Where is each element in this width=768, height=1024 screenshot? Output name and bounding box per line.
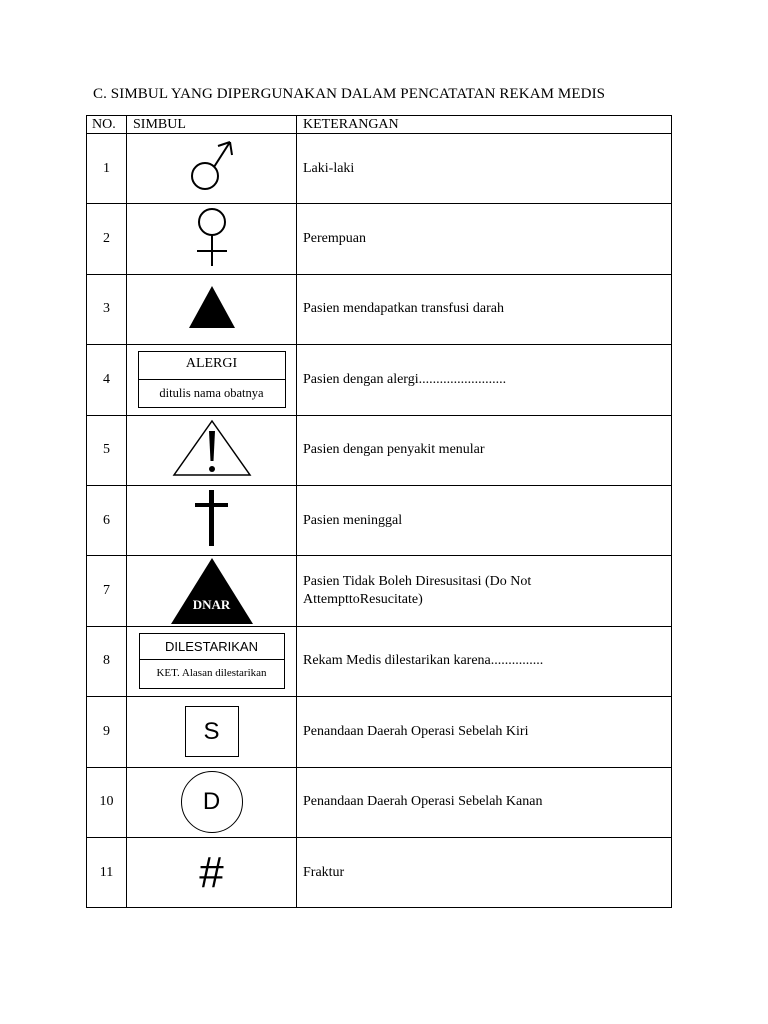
symbol-cell [127,697,297,767]
keterangan-cell: Perempuan [297,204,672,274]
dnar-triangle-icon [170,557,254,625]
row-number: 1 [87,134,127,204]
row-number: 5 [87,415,127,485]
alergi-box-note: ditulis nama obatnya [159,386,264,401]
table-row [87,626,672,696]
table-row [87,556,672,626]
keterangan-cell [297,556,672,626]
keterangan-cell: Penandaan Daerah Operasi Sebelah Kanan [297,767,672,837]
table-row [87,697,672,767]
hash-icon: # [199,847,224,897]
s-square-icon: S [185,706,239,757]
filled-triangle-icon [188,285,236,329]
female-symbol-icon [192,206,232,268]
d-circle-icon: D [181,771,243,833]
symbol-cell [127,345,297,415]
table-row [87,837,672,907]
row-number: 6 [87,485,127,555]
alergi-box-title: ALERGI [139,352,285,380]
row-number: 11 [87,837,127,907]
table-row [87,134,672,204]
symbol-cell [127,274,297,344]
keterangan-cell: Penandaan Daerah Operasi Sebelah Kiri [297,697,672,767]
keterangan-cell: Laki-laki [297,134,672,204]
symbol-cell [127,556,297,626]
symbol-cell [127,626,297,696]
keterangan-cell: Pasien dengan penyakit menular [297,415,672,485]
keterangan-line: Pasien Tidak Boleh Diresusitasi (Do Not [303,574,532,590]
row-number: 9 [87,697,127,767]
symbol-cell [127,837,297,907]
table-row [87,485,672,555]
row-number: 4 [87,345,127,415]
symbol-table [86,115,672,908]
table-row [87,204,672,274]
symbol-cell [127,134,297,204]
symbol-cell [127,767,297,837]
dnar-label: DNAR [192,597,231,613]
header-no: NO. [87,116,127,134]
row-number: 3 [87,274,127,344]
keterangan-cell: Pasien meninggal [297,485,672,555]
keterangan-cell: Fraktur [297,837,672,907]
keterangan-cell: Pasien mendapatkan transfusi darah [297,274,672,344]
keterangan-line: AttempttoResucitate) [303,592,423,608]
dnar-symbol [170,557,254,625]
keterangan-cell: Pasien dengan alergi......................... [297,345,672,415]
symbol-cell [127,204,297,274]
cross-icon [194,489,230,547]
row-number: 8 [87,626,127,696]
header-simbul: SIMBUL [127,116,297,134]
symbol-cell [127,415,297,485]
dilestarikan-box-title: DILESTARIKAN [140,634,284,660]
header-keterangan: KETERANGAN [297,116,672,134]
dilestarikan-box-note: KET. Alasan dilestarikan [156,667,267,680]
table-row [87,274,672,344]
row-number: 10 [87,767,127,837]
row-number: 7 [87,556,127,626]
warning-triangle-icon [172,419,252,477]
table-header-row [87,116,672,134]
alergi-box [138,351,286,408]
dilestarikan-box [139,633,285,689]
table-row [87,415,672,485]
table-row [87,767,672,837]
male-symbol-icon [187,136,237,196]
page-title: C. SIMBUL YANG DIPERGUNAKAN DALAM PENCATATAN REKAM MEDIS [93,86,606,102]
keterangan-cell: Rekam Medis dilestarikan karena............... [297,626,672,696]
table-row [87,345,672,415]
symbol-cell [127,485,297,555]
row-number: 2 [87,204,127,274]
